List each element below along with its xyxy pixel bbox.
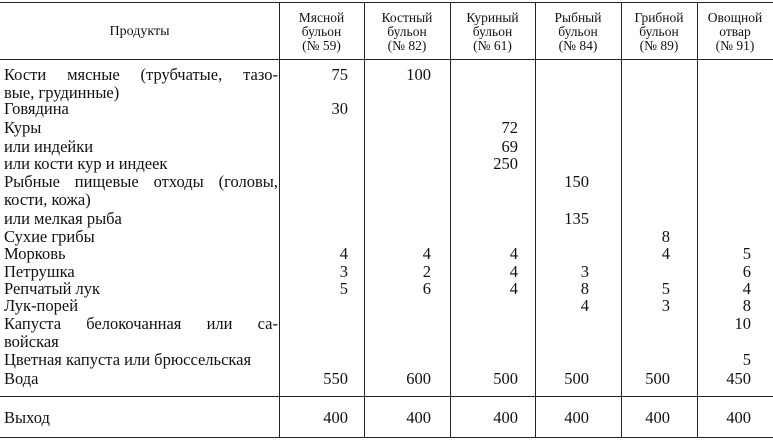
ingredient-name xyxy=(4,210,278,228)
table-cell-value: 75 xyxy=(331,65,348,84)
header-label-line: бульон xyxy=(387,23,427,39)
header-column xyxy=(621,5,697,58)
column-divider xyxy=(697,2,698,437)
ingredient-name-line: Рыбные пищевые отходы (головы, xyxy=(4,172,278,191)
header-label-line: Грибной xyxy=(634,9,684,25)
header-label-line: Продукты xyxy=(109,23,170,39)
ingredient-name-line: войская xyxy=(4,331,59,351)
header-column xyxy=(279,5,364,58)
ingredient-name xyxy=(4,228,278,246)
table-cell-value: 5 xyxy=(339,279,348,298)
table-cell-value: 10 xyxy=(734,314,751,333)
table-cell-value: 3 xyxy=(580,262,589,281)
ingredient-name-line: Вода xyxy=(4,369,39,388)
ingredient-name xyxy=(4,155,278,173)
ingredient-name-line: или мелкая рыба xyxy=(4,209,122,228)
table-cell-value: 135 xyxy=(564,209,589,228)
table-cell-value: 5 xyxy=(742,244,751,263)
ingredient-name xyxy=(4,100,278,118)
table-cell-value: 8 xyxy=(742,296,751,315)
table-cell-value: 4 xyxy=(422,244,431,263)
ingredient-name-line: кости, кожа) xyxy=(4,189,91,209)
table-cell-value: 6 xyxy=(422,279,431,298)
header-label-line: Рыбный xyxy=(554,9,602,25)
output-value: 400 xyxy=(645,408,670,427)
ingredient-name xyxy=(4,173,278,208)
table-cell-value: 4 xyxy=(339,244,348,263)
header-label-line: (№ 61) xyxy=(473,37,512,53)
table-cell-value: 8 xyxy=(661,227,670,246)
table-cell-value: 500 xyxy=(645,369,670,388)
table-cell-value: 2 xyxy=(422,262,431,281)
header-label-line: (№ 89) xyxy=(639,37,679,53)
ingredient-name-line: Куры xyxy=(4,118,42,137)
header-label-line: Мясной xyxy=(298,9,345,25)
header-label-line: (№ 59) xyxy=(302,37,341,53)
ingredient-name-line: Говядина xyxy=(4,99,69,118)
table-cell-value: 4 xyxy=(580,296,589,315)
table-cell-value: 4 xyxy=(509,279,518,298)
table-cell-value: 6 xyxy=(742,262,751,281)
table-cell-value: 72 xyxy=(501,118,518,137)
table-cell-value: 500 xyxy=(493,369,518,388)
table-cell-value: 69 xyxy=(501,137,518,156)
header-column xyxy=(535,5,621,58)
column-divider xyxy=(450,2,451,437)
ingredient-name-line: или индейки xyxy=(4,137,94,156)
table-cell-value: 550 xyxy=(323,369,348,388)
ingredient-name-line: Лук-порей xyxy=(4,296,79,315)
header-rule xyxy=(0,59,773,60)
table-cell-value: 4 xyxy=(509,244,518,263)
header-column xyxy=(364,5,450,58)
ingredient-name-line: Капуста белокочанная или са- xyxy=(4,314,278,333)
table-cell-value: 500 xyxy=(564,369,589,388)
ingredient-name xyxy=(4,280,278,298)
ingredient-name-line: Сухие грибы xyxy=(4,227,95,246)
header-products xyxy=(0,5,279,58)
table-cell-value: 3 xyxy=(339,262,348,281)
header-label-line: (№ 84) xyxy=(558,37,598,53)
table-cell-value: 5 xyxy=(661,279,670,298)
table-cell-value: 3 xyxy=(661,296,670,315)
column-divider xyxy=(621,2,622,437)
ingredient-name xyxy=(4,263,278,281)
output-value: 400 xyxy=(726,408,751,427)
table-cell-value: 100 xyxy=(406,65,431,84)
column-divider xyxy=(279,2,280,437)
total-rule xyxy=(0,396,773,397)
header-label-line: Овощной xyxy=(707,9,763,25)
ingredient-name xyxy=(4,245,278,263)
ingredient-name-line: Петрушка xyxy=(4,262,75,281)
table-cell-value: 450 xyxy=(726,369,751,388)
output-value: 400 xyxy=(406,408,431,427)
ingredient-name xyxy=(4,297,278,315)
header-label-line: бульон xyxy=(558,23,598,39)
ingredient-name xyxy=(4,138,278,156)
header-label-line: (№ 82) xyxy=(387,37,427,53)
ingredient-name-line: Цветная капуста или брюссельская xyxy=(4,350,252,369)
bottom-rule xyxy=(0,437,773,438)
ingredient-name xyxy=(4,66,278,101)
table-cell-value: 150 xyxy=(564,172,589,191)
ingredient-name-line: или кости кур и индеек xyxy=(4,154,168,173)
header-label-line: (№ 91) xyxy=(715,37,755,53)
ingredient-name-line: Кости мясные (трубчатые, тазо- xyxy=(4,65,278,84)
table-cell-value: 250 xyxy=(493,154,518,173)
ingredient-name-line: Репчатый лук xyxy=(4,279,101,298)
table-cell-value: 30 xyxy=(331,99,348,118)
table-cell-value: 4 xyxy=(509,262,518,281)
column-divider xyxy=(364,2,365,437)
table-cell-value: 4 xyxy=(661,244,670,263)
ingredient-name xyxy=(4,315,278,350)
ingredient-name-line: Морковь xyxy=(4,244,66,263)
table-cell-value: 4 xyxy=(742,279,751,298)
header-column xyxy=(450,5,535,58)
header-label-line: отвар xyxy=(719,23,751,39)
output-row-label xyxy=(4,409,278,427)
ingredient-name-line: вые, грудинные) xyxy=(4,82,120,102)
output-value: 400 xyxy=(564,408,589,427)
header-column xyxy=(697,5,773,58)
table-cell-value: 8 xyxy=(580,279,589,298)
ingredient-name xyxy=(4,351,278,369)
output-value: 400 xyxy=(323,408,348,427)
header-label-line: бульон xyxy=(472,23,513,39)
column-divider xyxy=(535,2,536,437)
header-label-line: бульон xyxy=(301,23,342,39)
header-label-line: бульон xyxy=(639,23,679,39)
ingredient-name xyxy=(4,119,278,137)
output-row-label-text: Выход xyxy=(4,408,50,427)
output-value: 400 xyxy=(493,408,518,427)
header-label-line: Костный xyxy=(381,9,433,25)
header-label-line: Куриный xyxy=(466,9,519,25)
table-cell-value: 600 xyxy=(406,369,431,388)
ingredient-name xyxy=(4,370,278,388)
top-rule xyxy=(0,2,773,3)
table-cell-value: 5 xyxy=(742,350,751,369)
